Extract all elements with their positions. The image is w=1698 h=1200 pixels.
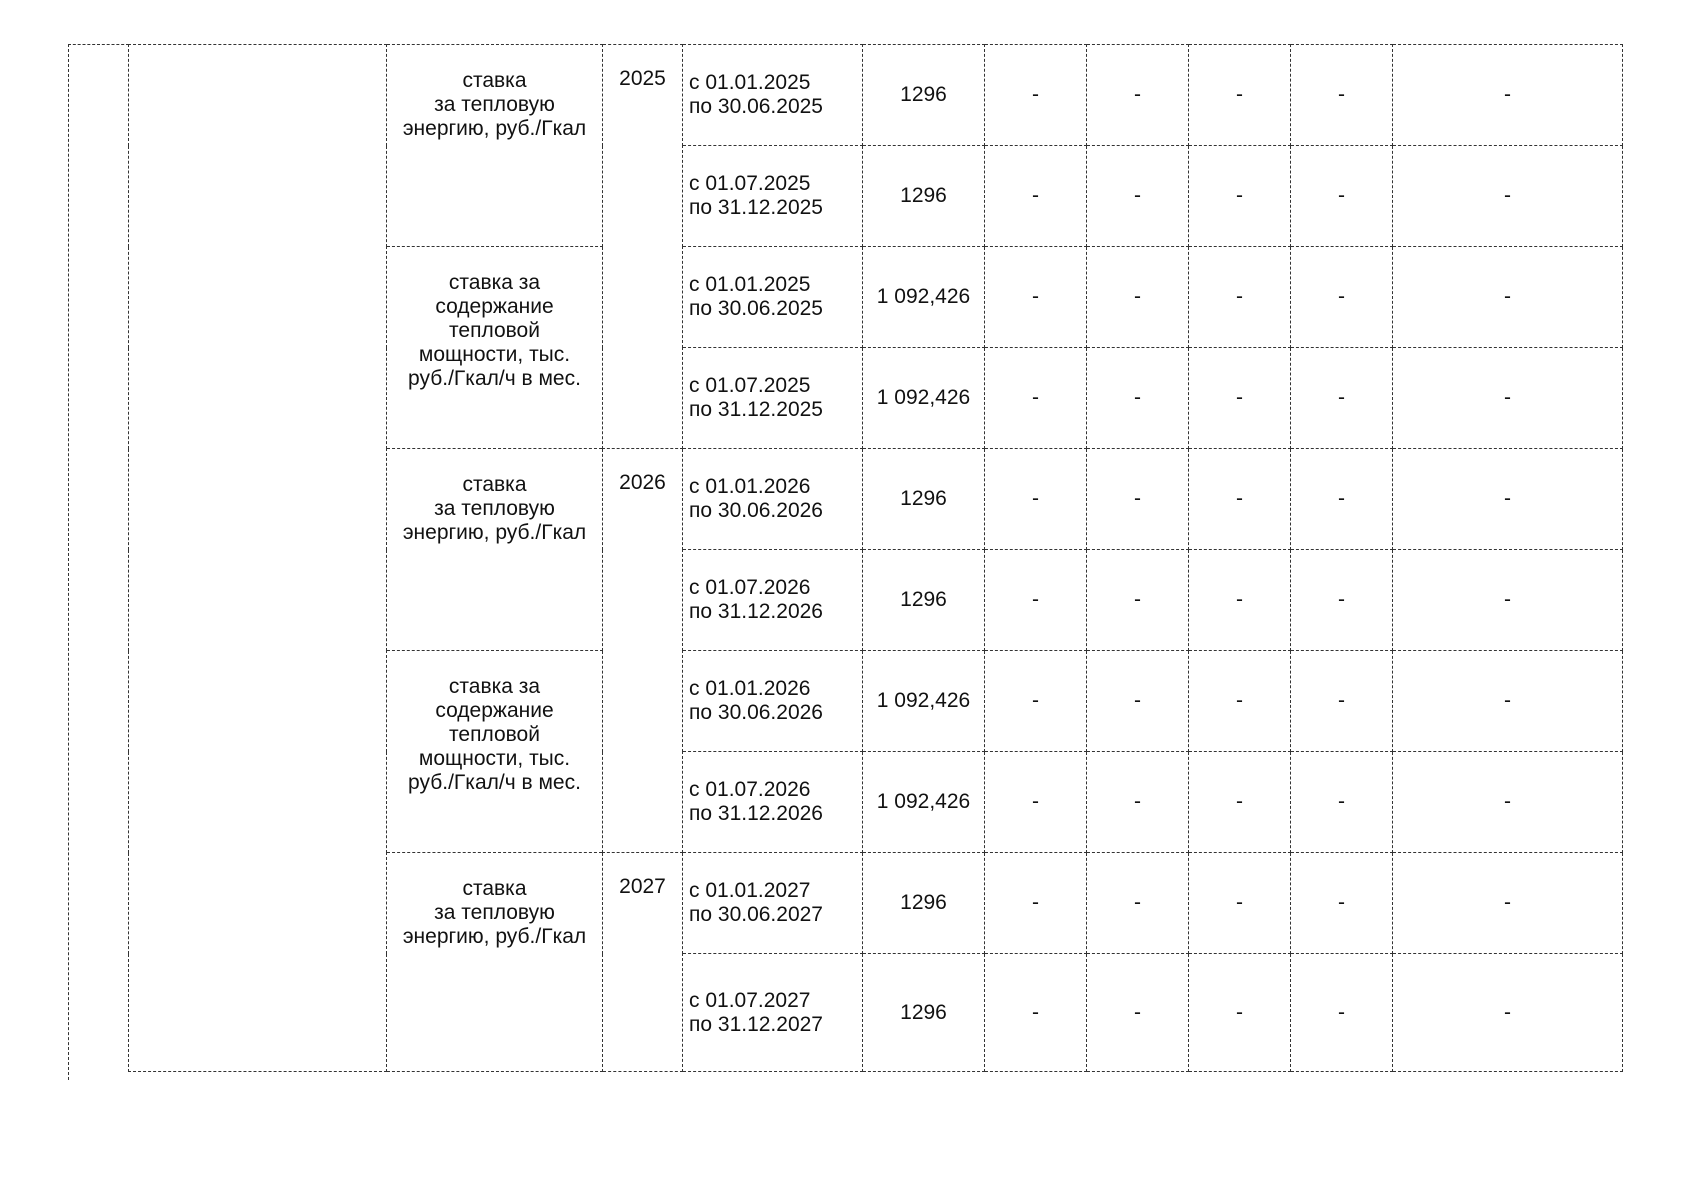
- rate-name-line: мощности, тыс.: [418, 747, 571, 770]
- empty-value-cell: -: [985, 146, 1087, 247]
- empty-value-cell: -: [1087, 853, 1189, 954]
- period-to: по 31.12.2026: [689, 802, 823, 825]
- rate-name-cell: [387, 247, 603, 449]
- period-to: по 31.12.2027: [689, 1012, 823, 1036]
- period-from: с 01.07.2025: [689, 374, 811, 397]
- table-row: [129, 45, 1623, 146]
- rate-name-line: содержание: [435, 699, 554, 722]
- period-cell: [683, 752, 863, 853]
- period-to: по 30.06.2025: [689, 297, 823, 320]
- rate-name-line: ставка за: [448, 675, 541, 698]
- empty-value-cell: -: [985, 853, 1087, 954]
- tariff-value-cell: 1 092,426: [863, 247, 985, 348]
- period-cell: [683, 550, 863, 651]
- period-to: по 31.12.2026: [689, 600, 823, 623]
- empty-value-cell: -: [1291, 348, 1393, 449]
- empty-value-cell: -: [1189, 752, 1291, 853]
- tariff-value-cell: 1 092,426: [863, 348, 985, 449]
- empty-value-cell: -: [985, 348, 1087, 449]
- rate-name-cell: [387, 853, 603, 1072]
- tariff-value-cell: 1296: [863, 45, 985, 146]
- tariff-table-body: [129, 45, 1623, 1072]
- empty-value-cell: -: [1189, 146, 1291, 247]
- empty-value-cell: -: [1291, 954, 1393, 1072]
- empty-value-cell: -: [1087, 550, 1189, 651]
- empty-value-cell: -: [1087, 45, 1189, 146]
- period-to: по 31.12.2025: [689, 398, 823, 421]
- rate-name-cell: [387, 651, 603, 853]
- period-cell: [683, 449, 863, 550]
- tariff-value-cell: 1296: [863, 954, 985, 1072]
- empty-value-cell: -: [1087, 954, 1189, 1072]
- empty-value-cell: -: [1291, 247, 1393, 348]
- year-cell: 2026: [603, 449, 683, 853]
- empty-value-cell: -: [985, 752, 1087, 853]
- empty-value-cell: -: [1189, 550, 1291, 651]
- empty-value-cell: -: [1393, 651, 1623, 752]
- period-cell: [683, 348, 863, 449]
- period-to: по 31.12.2025: [689, 196, 823, 219]
- year-cell: 2025: [603, 45, 683, 449]
- rate-name-line: энергию, руб./Гкал: [402, 925, 587, 948]
- blank-cell: [129, 45, 387, 1072]
- tariff-value-cell: 1296: [863, 550, 985, 651]
- rate-name-cell: [387, 449, 603, 651]
- rate-name-line: энергию, руб./Гкал: [402, 521, 587, 544]
- rate-name-line: содержание: [435, 295, 554, 318]
- empty-value-cell: -: [1291, 550, 1393, 651]
- period-from: с 01.07.2026: [689, 576, 811, 599]
- year-cell: 2027: [603, 853, 683, 1072]
- rate-name-line: мощности, тыс.: [418, 343, 571, 366]
- empty-value-cell: -: [1393, 348, 1623, 449]
- empty-value-cell: -: [1087, 146, 1189, 247]
- period-cell: [683, 146, 863, 247]
- empty-value-cell: -: [985, 449, 1087, 550]
- rate-name-line: за тепловую: [434, 901, 555, 924]
- period-from: с 01.01.2025: [689, 71, 811, 94]
- rate-name-line: тепловой: [449, 319, 540, 342]
- empty-value-cell: -: [1291, 449, 1393, 550]
- empty-value-cell: -: [1087, 247, 1189, 348]
- empty-value-cell: -: [1291, 853, 1393, 954]
- empty-value-cell: -: [1189, 449, 1291, 550]
- rate-name-line: тепловой: [449, 723, 540, 746]
- empty-value-cell: -: [1291, 752, 1393, 853]
- period-to: по 30.06.2026: [689, 499, 823, 522]
- rate-name-line: за тепловую: [434, 497, 555, 520]
- empty-value-cell: -: [1393, 954, 1623, 1072]
- period-to: по 30.06.2026: [689, 701, 823, 724]
- empty-value-cell: -: [1189, 651, 1291, 752]
- tariff-table: [128, 44, 1623, 1072]
- period-from: с 01.07.2026: [689, 778, 811, 801]
- empty-value-cell: -: [1393, 449, 1623, 550]
- empty-value-cell: -: [1189, 853, 1291, 954]
- period-cell: [683, 853, 863, 954]
- rate-name-line: энергию, руб./Гкал: [402, 117, 587, 140]
- empty-value-cell: -: [1291, 651, 1393, 752]
- empty-value-cell: -: [1393, 550, 1623, 651]
- empty-value-cell: -: [1087, 348, 1189, 449]
- empty-value-cell: -: [985, 550, 1087, 651]
- empty-value-cell: -: [1393, 45, 1623, 146]
- period-from: с 01.01.2025: [689, 273, 811, 296]
- period-to: по 30.06.2025: [689, 95, 823, 118]
- tariff-value-cell: 1 092,426: [863, 752, 985, 853]
- empty-value-cell: -: [1393, 247, 1623, 348]
- rate-name-line: руб./Гкал/ч в мес.: [408, 771, 581, 794]
- empty-value-cell: -: [985, 247, 1087, 348]
- period-from: с 01.01.2026: [689, 677, 811, 700]
- empty-value-cell: -: [1189, 348, 1291, 449]
- period-cell: [683, 651, 863, 752]
- empty-value-cell: -: [985, 45, 1087, 146]
- empty-value-cell: -: [1189, 954, 1291, 1072]
- period-cell: [683, 247, 863, 348]
- rate-name-line: ставка за: [448, 271, 541, 294]
- empty-value-cell: -: [1393, 853, 1623, 954]
- empty-value-cell: -: [1087, 651, 1189, 752]
- empty-value-cell: -: [985, 954, 1087, 1072]
- empty-value-cell: -: [1291, 45, 1393, 146]
- rate-name-cell: [387, 45, 603, 247]
- rate-name-line: ставка: [462, 69, 527, 92]
- period-from: с 01.07.2025: [689, 172, 811, 195]
- rate-name-line: руб./Гкал/ч в мес.: [408, 367, 581, 390]
- tariff-value-cell: 1296: [863, 449, 985, 550]
- rate-name-line: ставка: [462, 877, 527, 900]
- rate-name-line: за тепловую: [434, 93, 555, 116]
- period-from: с 01.01.2027: [689, 879, 811, 902]
- tariff-value-cell: 1296: [863, 146, 985, 247]
- empty-value-cell: -: [1087, 752, 1189, 853]
- tariff-value-cell: 1296: [863, 853, 985, 954]
- outer-left-column: [68, 44, 129, 1080]
- period-cell: [683, 45, 863, 146]
- empty-value-cell: -: [1087, 449, 1189, 550]
- empty-value-cell: -: [1291, 146, 1393, 247]
- empty-value-cell: -: [1189, 247, 1291, 348]
- empty-value-cell: -: [1393, 752, 1623, 853]
- empty-value-cell: -: [1393, 146, 1623, 247]
- period-cell: [683, 954, 863, 1072]
- period-from: с 01.01.2026: [689, 475, 811, 498]
- empty-value-cell: -: [985, 651, 1087, 752]
- rate-name-line: ставка: [462, 473, 527, 496]
- period-from: с 01.07.2027: [689, 988, 811, 1012]
- tariff-value-cell: 1 092,426: [863, 651, 985, 752]
- period-to: по 30.06.2027: [689, 903, 823, 926]
- empty-value-cell: -: [1189, 45, 1291, 146]
